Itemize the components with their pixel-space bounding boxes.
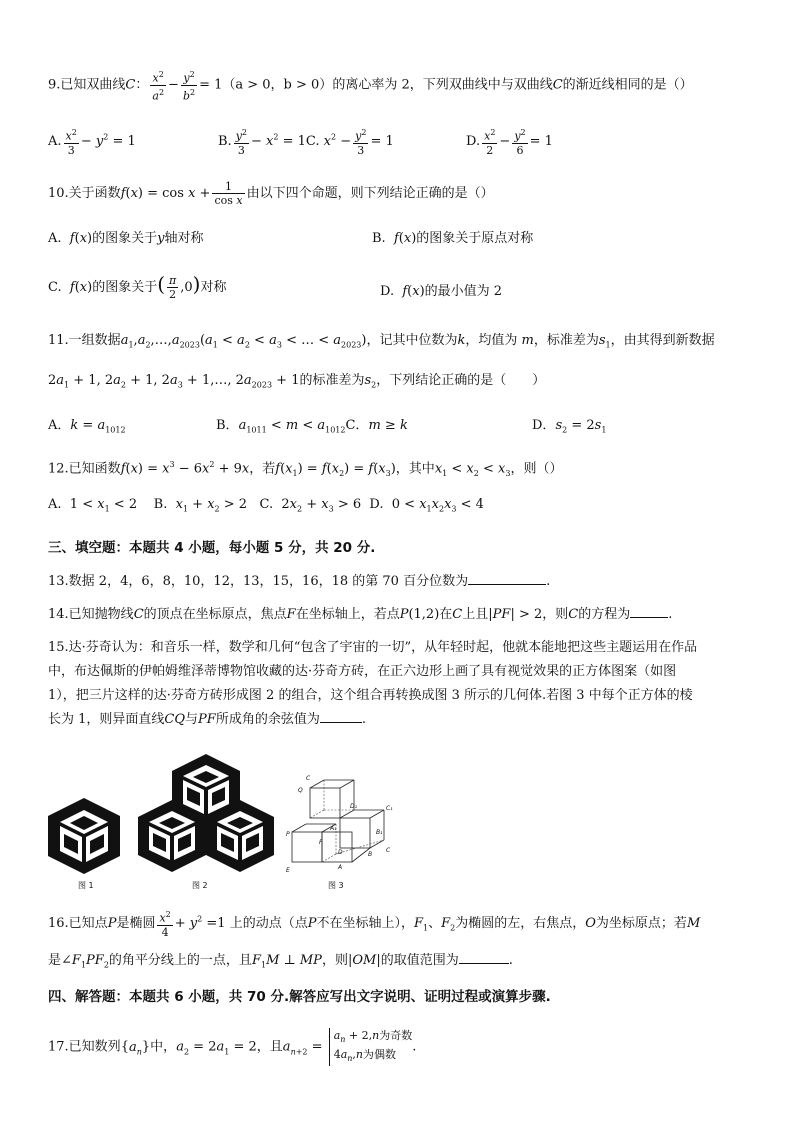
q11-option-a: A．$k = a_{1012}$ xyxy=(48,418,126,435)
svg-text:C: C xyxy=(306,775,311,782)
svg-text:Q: Q xyxy=(298,787,303,794)
figure-3-caption: 图 3 xyxy=(328,881,344,890)
svg-text:P: P xyxy=(286,831,290,838)
q10-option-c: C. f(x)的图象关于( $\frac{\pi}{2}$ ,0)对称 xyxy=(48,272,227,301)
q11-stem: 11.一组数据$a_1,a_2,\dots,a_{2023}(a_1 < a_2 < a_3$ < … < $a_{2023}$)，记其中位数为k，均值为 m，标准差为$s_1$，由其得到新数据 xyxy=(48,333,715,350)
q16-line2: 是$\angle F_1PF_2$的角平分线上的一点，且$F_1M$ ⊥ MP，则|OM|的取值范围为 . xyxy=(48,953,513,970)
svg-text:B: B xyxy=(368,851,373,858)
svg-text:C₁: C₁ xyxy=(386,805,393,812)
q10-option-b: B. f(x)的图象关于原点对称 xyxy=(372,231,534,246)
q12-stem: 12.已知函数$f(x) = x^3 - 6x^2 + 9x$，若$f(x_1) = f(x_2) = f(x_3)$，其中$x_1 < x_2 < x_3$，则（） xyxy=(48,460,563,478)
q16-line1: 16.已知点P是椭圆 $\frac{x^2}{4}$ + $y^2 =1$ 上的动点（点P不在坐标轴上），$F_1$、$F_2$为椭圆的左，右焦点，O为坐标原点；若M xyxy=(48,910,701,939)
q12-options: A. $1 < x_1 < 2$ B. $x_1 + x_2 > 2$ C. $2x_2 + x_3 > 6$ D. $0 < x_1x_2x_3 < 4$ xyxy=(48,497,484,514)
section-3-title: 三、填空题：本题共 4 小题，每小题 5 分，共 20 分. xyxy=(48,540,376,556)
svg-text:C: C xyxy=(386,847,391,854)
svg-text:E: E xyxy=(286,867,290,874)
q11-option-d: D．$s_2 = 2s_1$ xyxy=(532,418,607,435)
figure-1-caption: 图 1 xyxy=(78,881,94,890)
svg-text:F: F xyxy=(319,839,323,846)
section-4-title: 四、解答题：本题共 6 小题，共 70 分.解答应写出文字说明、证明过程或演算步骤. xyxy=(48,989,551,1005)
q9-option-b-c: B. $\frac{y^2}{3}$ − $x^2 = 1C$. $x^2$ − $\frac{y^2}{3}$ = 1 xyxy=(218,128,394,157)
q10-option-d: D. f(x)的最小值为 2 xyxy=(380,284,503,299)
figure-1-cube-tile xyxy=(46,796,122,876)
figure-2-three-tiles xyxy=(136,752,276,876)
svg-text:D: D xyxy=(338,849,343,856)
q13: 13.数据 2，4，6，8，10，12，13，15，16，18 的第 70 百分位数为 . xyxy=(48,574,551,589)
q17: 17.已知数列$\{a_n\}$中，$a_2 = 2a_1 = 2$，且$a_{n+2}$ = $a_n + 2,n$为奇数 $4a_n,n$为偶数 . xyxy=(48,1028,416,1066)
svg-text:D₁: D₁ xyxy=(350,803,358,810)
q11-option-b-c: B．$a_{1011} < m < a_{1012}C$．m ≥ k xyxy=(216,418,408,435)
q10-option-a: A. f(x)的图象关于y轴对称 xyxy=(48,231,204,246)
q10-stem: 10.关于函数f(x) = cos x + $\frac{1}{\text{cos x}}$ 由以下四个命题，则下列结论正确的是（） xyxy=(48,180,494,207)
q9-option-d: D. $\frac{x^2}{2}$ − $\frac{y^2}{6}$ = 1 xyxy=(466,128,553,157)
q9-stem: 9.已知双曲线C： $\frac{x^2}{a^2}$ − $\frac{y^2}{b^2}$ = 1（a > 0，b > 0）的离心率为 2，下列双曲线中与双曲线C的渐近线相同的是（） xyxy=(48,70,693,103)
q11-line2: $2a_1 + 1$, $2a_2 + 1$, $2a_3$ + 1,…, $2a_{2023} + 1$的标准差为$s_2$，下列结论正确的是（ ） xyxy=(48,373,546,390)
figure-3-cube-solid xyxy=(284,772,394,878)
q14: 14.已知抛物线C的顶点在坐标原点，焦点F在坐标轴上，若点P(1,2)在C上且|PF| > 2，则C的方程为 . xyxy=(48,607,673,622)
svg-text:A₁: A₁ xyxy=(330,825,337,832)
svg-text:B₁: B₁ xyxy=(376,829,383,836)
q9-option-a: A. $\frac{x^2}{3}$ − $y^2 = 1$ xyxy=(48,128,136,157)
q15-text: 15.达·芬奇认为：和音乐一样，数学和几何“包含了宇宙的一切”，从年轻时起，他就本能地把这些主题运用在作品 中，布达佩斯的伊帕姆维泽蒂博物馆收藏的达·芬奇方砖，在正六边形上画了具有视觉效果的正方体图案（如图 1），把三片这样的达·芬奇方砖形成图 2 的组合，这个组合再转换成图 3 所示的几何体.若图 3 中每个正方体的棱 长为 1，则异面直线CQ与PF所成角的余弦值为 . xyxy=(48,640,698,727)
figure-2-caption: 图 2 xyxy=(192,881,208,890)
svg-text:A: A xyxy=(338,864,343,871)
